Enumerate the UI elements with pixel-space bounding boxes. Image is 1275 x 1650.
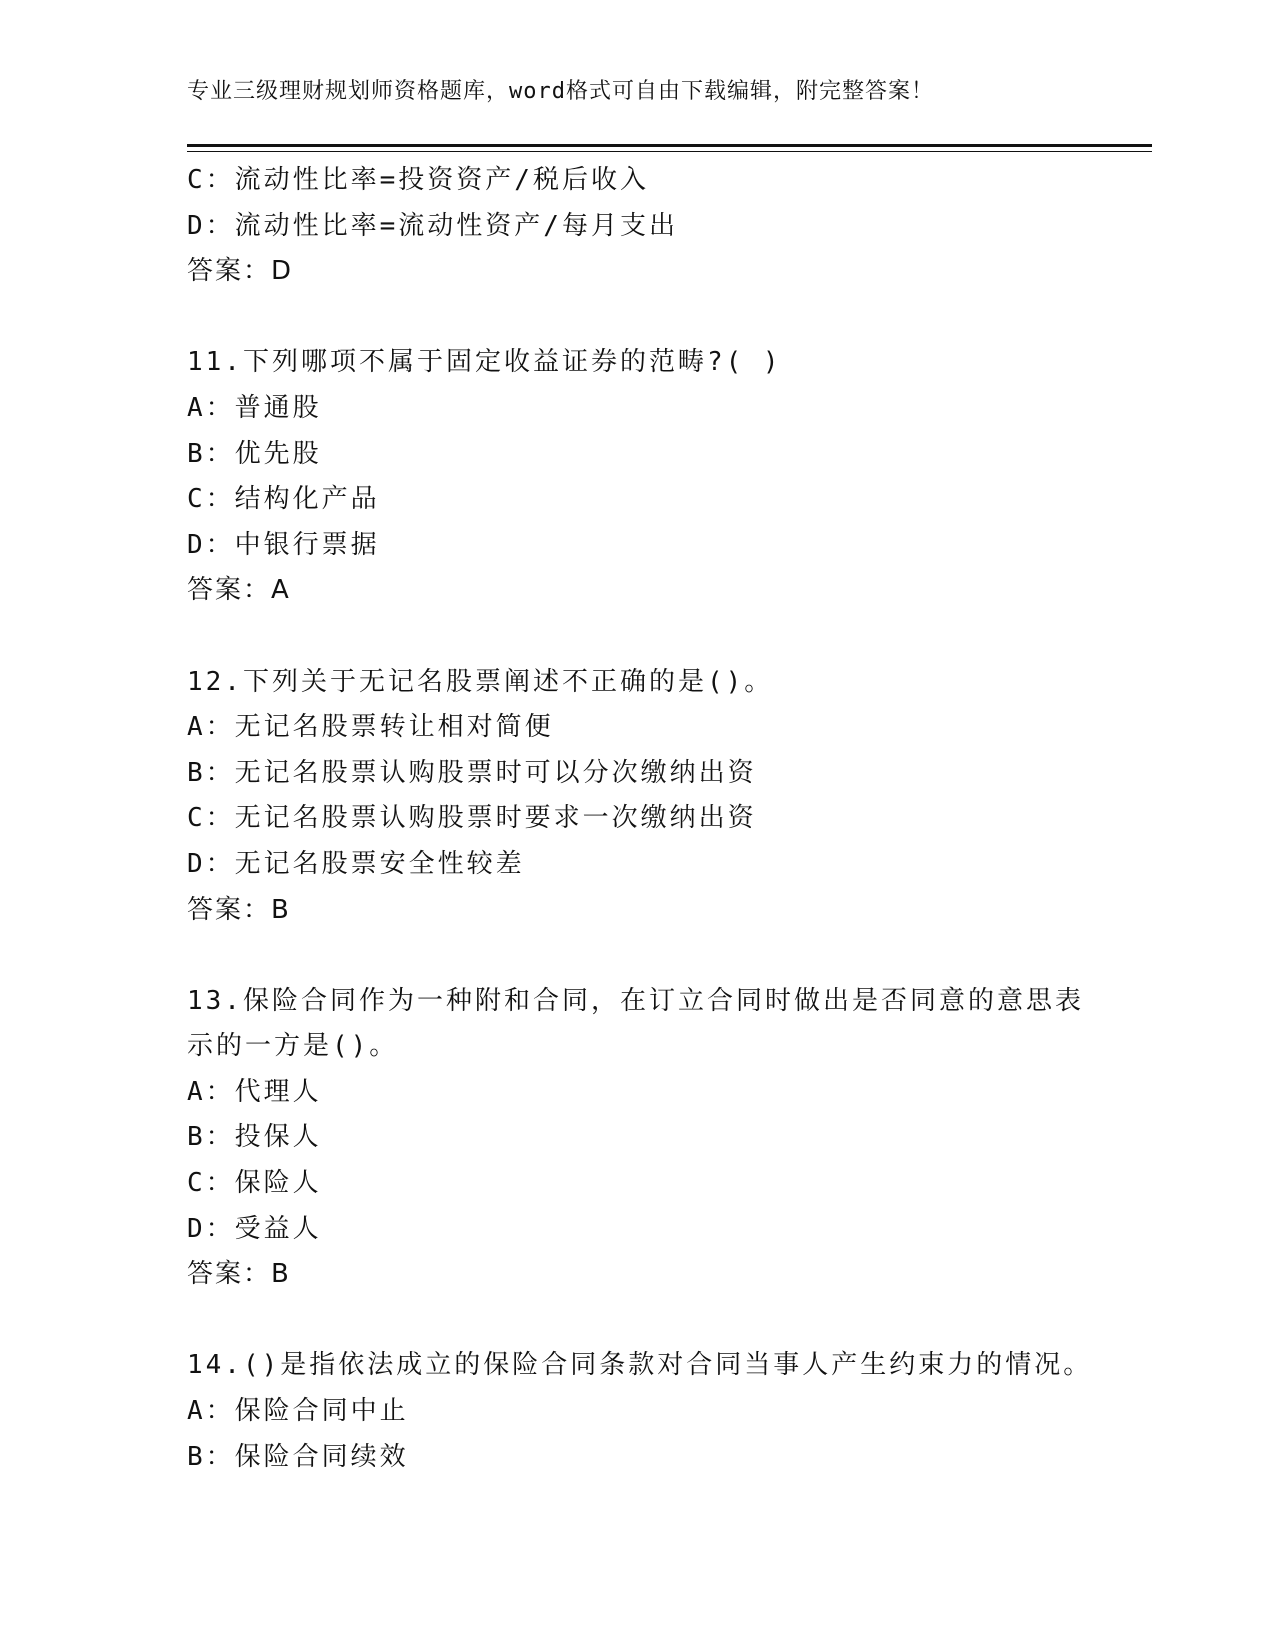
header-rule-thin xyxy=(187,151,1152,152)
option-b: B：投保人 xyxy=(187,1122,322,1153)
option-b: B：优先股 xyxy=(187,438,322,469)
option-c: C：结构化产品 xyxy=(187,484,380,515)
option-a: A：无记名股票转让相对简便 xyxy=(187,712,554,743)
answer: 答案：A xyxy=(187,575,291,606)
option-a: A：代理人 xyxy=(187,1076,322,1107)
answer: 答案：B xyxy=(187,894,291,925)
question-12 xyxy=(187,660,1087,934)
option-d: D：流动性比率=流动性资产/每月支出 xyxy=(187,210,678,241)
option-b: B：保险合同续效 xyxy=(187,1441,409,1472)
header-rule-thick xyxy=(187,144,1152,147)
option-c: C：保险人 xyxy=(187,1168,322,1199)
question-13 xyxy=(187,979,1087,1298)
answer: 答案：B xyxy=(187,1259,291,1290)
spacer xyxy=(187,1298,1087,1344)
spacer xyxy=(187,933,1087,979)
question-stem: 12.下列关于无记名股票阐述不正确的是()。 xyxy=(187,666,774,697)
continued-question xyxy=(187,158,1087,295)
option-c: C：流动性比率=投资资产/税后收入 xyxy=(187,165,649,195)
question-stem: 11.下列哪项不属于固定收益证券的范畴?( ) xyxy=(187,347,782,378)
spacer xyxy=(187,614,1087,660)
question-stem: 14.()是指依法成立的保险合同条款对合同当事人产生约束力的情况。 xyxy=(187,1350,1093,1381)
question-14 xyxy=(187,1343,1093,1480)
option-b: B：无记名股票认购股票时可以分次缴纳出资 xyxy=(187,757,757,788)
option-c: C：无记名股票认购股票时要求一次缴纳出资 xyxy=(187,803,757,834)
option-a: A：保险合同中止 xyxy=(187,1396,409,1427)
document-header: 专业三级理财规划师资格题库，word格式可自由下载编辑，附完整答案！ xyxy=(187,79,934,104)
spacer xyxy=(187,295,1087,341)
document-body xyxy=(187,158,1093,1480)
option-d: D：中银行票据 xyxy=(187,529,380,560)
option-d: D：无记名股票安全性较差 xyxy=(187,848,525,879)
option-a: A：普通股 xyxy=(187,392,322,423)
question-11 xyxy=(187,340,1087,614)
option-d: D：受益人 xyxy=(187,1213,322,1244)
answer: 答案：D xyxy=(187,256,294,287)
question-stem-line-1: 13.保险合同作为一种附和合同，在订立合同时做出是否同意的意思表 xyxy=(187,985,1084,1016)
question-stem-line-2: 示的一方是()。 xyxy=(187,1031,399,1062)
